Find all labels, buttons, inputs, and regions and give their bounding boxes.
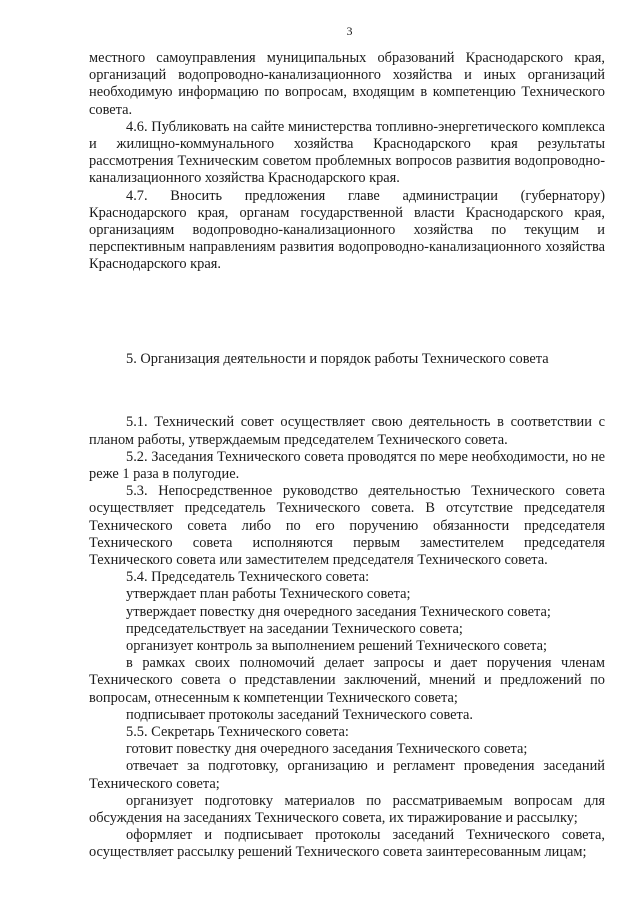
paragraph-p-5-1: 5.1. Технический совет осуществляет свою деятельность в соответствии с планом работы, утверждаемым председателем Технического совета. [89, 414, 605, 448]
section-heading: 5. Организация деятельности и порядок работы Технического совета [126, 351, 549, 368]
paragraph-p-5-4-c: председательствует на заседании Технического совета; [126, 620, 463, 637]
paragraph-p-5-4-b: утверждает повестку дня очередного заседания Технического совета; [126, 603, 551, 620]
paragraph-p-5-5-a: готовит повестку дня очередного заседания Технического совета; [126, 741, 528, 758]
blank-line [89, 383, 605, 400]
paragraph-p-5-4-a: утверждает план работы Технического совета; [126, 586, 411, 603]
paragraph-p-4-6: 4.6. Публиковать на сайте министерства топливно-энергетического комплекса и жилищно-коммунального хозяйства Краснодарского края результаты рассмотрения Техническим советом проблемных вопросов развития водопроводно-канализационного хозяйства Краснодарского края. [89, 118, 605, 187]
paragraph-p-5-3: 5.3. Непосредственное руководство деятельностью Технического совета осуществляет председатель Технического совета. В отсутствие председателя Технического совета либо по его поручению обязанности председателя Технического совета исполняются первым заместителем председателя Технического совета или заместителем председателя Технического совета. [89, 483, 605, 568]
document-body [89, 50, 605, 862]
paragraph-p-5-5-b: отвечает за подготовку, организацию и регламент проведения заседаний Технического совета; [89, 758, 605, 792]
paragraph-p-5-4-e: в рамках своих полномочий делает запросы и дает поручения членам Технического совета о представлении заключений, мнений и предложений по вопросам, отнесенным к компетенции Технического совета; [89, 655, 605, 706]
page-number: 3 [346, 24, 353, 38]
paragraph-p-5-5-d: оформляет и подписывает протоколы заседаний Технического совета, осуществляет рассылку решений Технического совета заинтересованным лицам; [89, 827, 605, 861]
blank-line [89, 288, 605, 305]
paragraph-p-4-7: 4.7. Вносить предложения главе администрации (губернатору) Краснодарского края, органам государственной власти Краснодарского края, организациям водопроводно-канализационного хозяйства по текущим и перспективным направлениям развития водопроводно-канализационного хозяйства Краснодарского края. [89, 187, 605, 273]
paragraph-cont-4-5: местного самоуправления муниципальных образований Краснодарского края, организаций водопроводно-канализационного хозяйства и иных организаций необходимую информацию по вопросам, входящим в компетенцию Технического совета. [89, 50, 605, 118]
paragraph-p-5-5-c: организует подготовку материалов по рассматриваемым вопросам для обсуждения на заседаниях Технического совета, их тиражирование и рассылку; [89, 792, 605, 827]
paragraph-p-5-4: 5.4. Председатель Технического совета: [126, 569, 370, 586]
paragraph-p-5-5: 5.5. Секретарь Технического совета: [126, 724, 349, 741]
paragraph-p-5-4-d: организует контроль за выполнением решений Технического совета; [126, 638, 547, 654]
paragraph-p-5-4-f: подписывает протоколы заседаний Технического совета. [126, 706, 474, 723]
blank-line [89, 320, 605, 337]
paragraph-p-5-2: 5.2. Заседания Технического совета проводятся по мере необходимости, но не реже 1 раза в полугодие. [89, 448, 605, 482]
